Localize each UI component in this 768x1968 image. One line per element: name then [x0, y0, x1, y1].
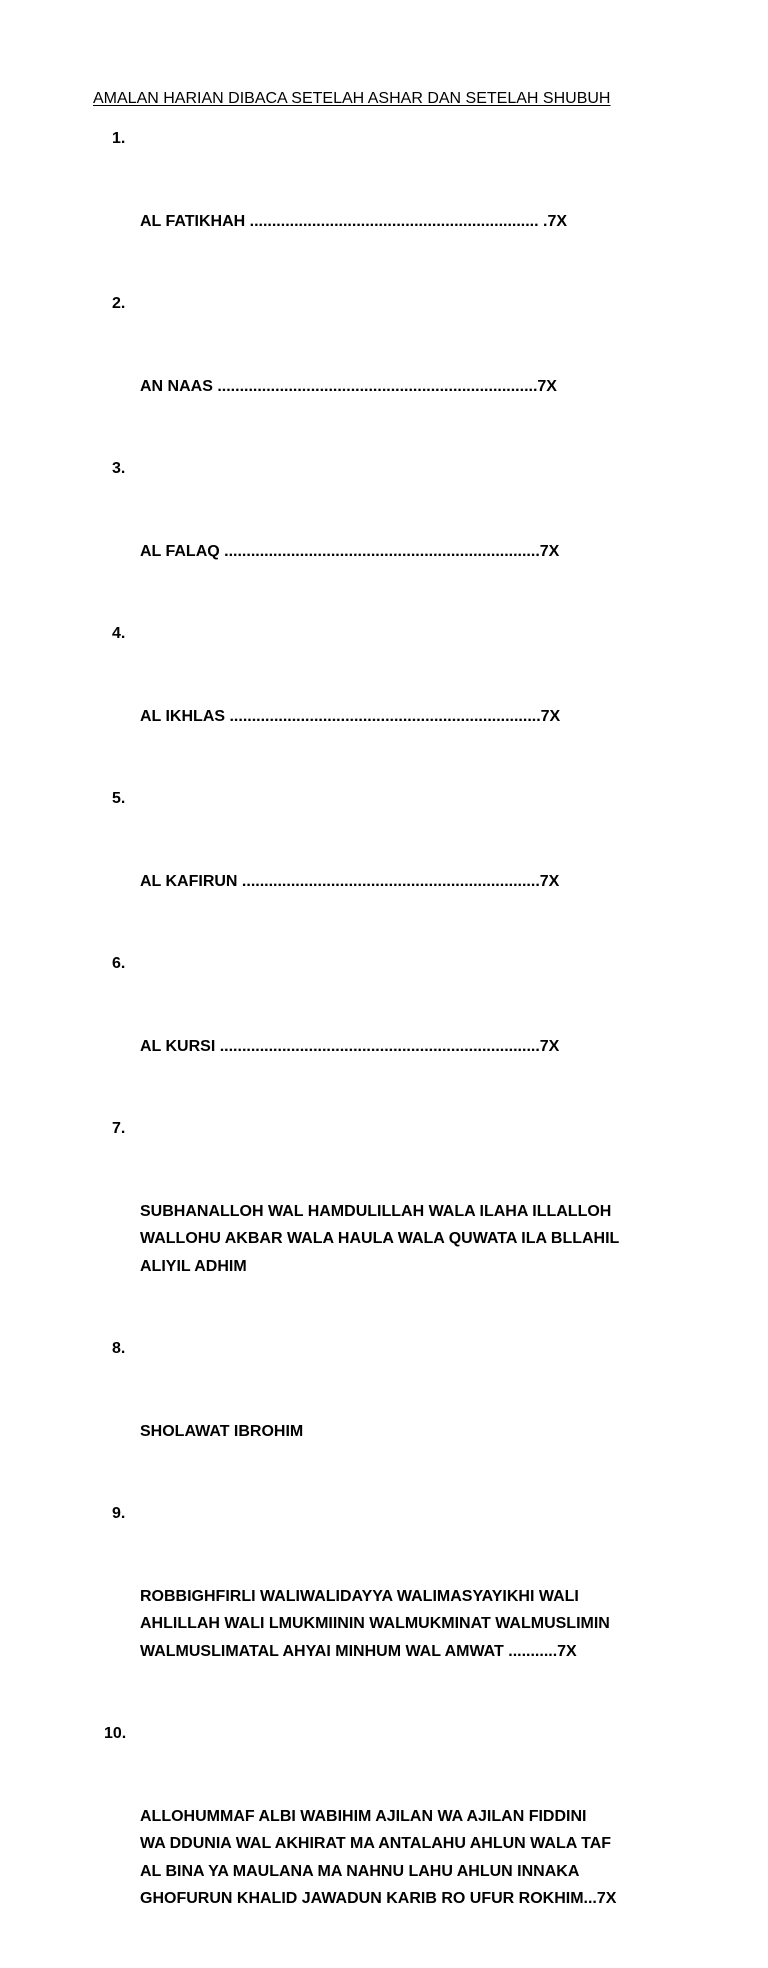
list-item-number: 6. [112, 955, 126, 972]
list-item [112, 1115, 619, 1335]
list-item-number: 4. [112, 625, 126, 642]
list-item-text: SUBHANALLOH WAL HAMDULILLAH WALA ILAHA ILLALLOH WALLOHU AKBAR WALA HAULA WALA QUWATA ILA BLLAHIL ALIYIL ADHIM [140, 1202, 620, 1275]
list-item [104, 1720, 619, 1968]
list-item-number: 2. [112, 295, 126, 312]
list-item-text: ROBBIGHFIRLI WALIWALIDAYYA WALIMASYAYIKHI WALI AHLILLAH WALI LMUKMIININ WALMUKMINAT WALMUSLIMIN WALMUSLIMATAL AHYAI MINHUM WAL AMWAT ...........7X [140, 1587, 610, 1660]
list-item-number: 9. [112, 1505, 126, 1522]
list-item-number: 3. [112, 460, 126, 477]
list-item-number: 10. [104, 1725, 127, 1742]
list-item-text: AL FATIKHAH ................................................................. .7X [140, 212, 568, 230]
list-item-text: AL IKHLAS ......................................................................7X [140, 707, 561, 725]
dhikr-list [104, 125, 620, 1968]
list-item-number: 5. [112, 790, 126, 807]
list-item-text: SHOLAWAT IBROHIM [140, 1422, 304, 1440]
list-item-number: 8. [112, 1340, 126, 1357]
list-item-number: 1. [112, 130, 126, 147]
list-item [112, 620, 619, 785]
list-item-text: ALLOHUMMAF ALBI WABIHIM AJILAN WA AJILAN FIDDINI WA DDUNIA WAL AKHIRAT MA ANTALAHU AHLUN WALA TAF AL BINA YA MAULANA MA NAHNU LAHU AHLUN INNAKA GHOFURUN KHALID JAWADUN KARIB RO UFUR ROKHIM...7X [140, 1807, 617, 1907]
list-item [112, 290, 619, 455]
list-item-number: 7. [112, 1120, 126, 1137]
list-item [112, 950, 619, 1115]
list-item-text: AL FALAQ .......................................................................7X [140, 542, 560, 560]
list-item [112, 1500, 619, 1720]
list-item [112, 455, 619, 620]
list-item-text: AL KURSI ........................................................................7X [140, 1037, 560, 1055]
list-item [112, 125, 619, 290]
document-title: AMALAN HARIAN DIBACA SETELAH ASHAR DAN SETELAH SHUBUH [93, 90, 611, 107]
list-item [112, 1335, 619, 1500]
list-item-text: AN NAAS ........................................................................7X [140, 377, 557, 395]
list-item [112, 785, 619, 950]
list-item-text: AL KAFIRUN ...................................................................7X [140, 872, 560, 890]
